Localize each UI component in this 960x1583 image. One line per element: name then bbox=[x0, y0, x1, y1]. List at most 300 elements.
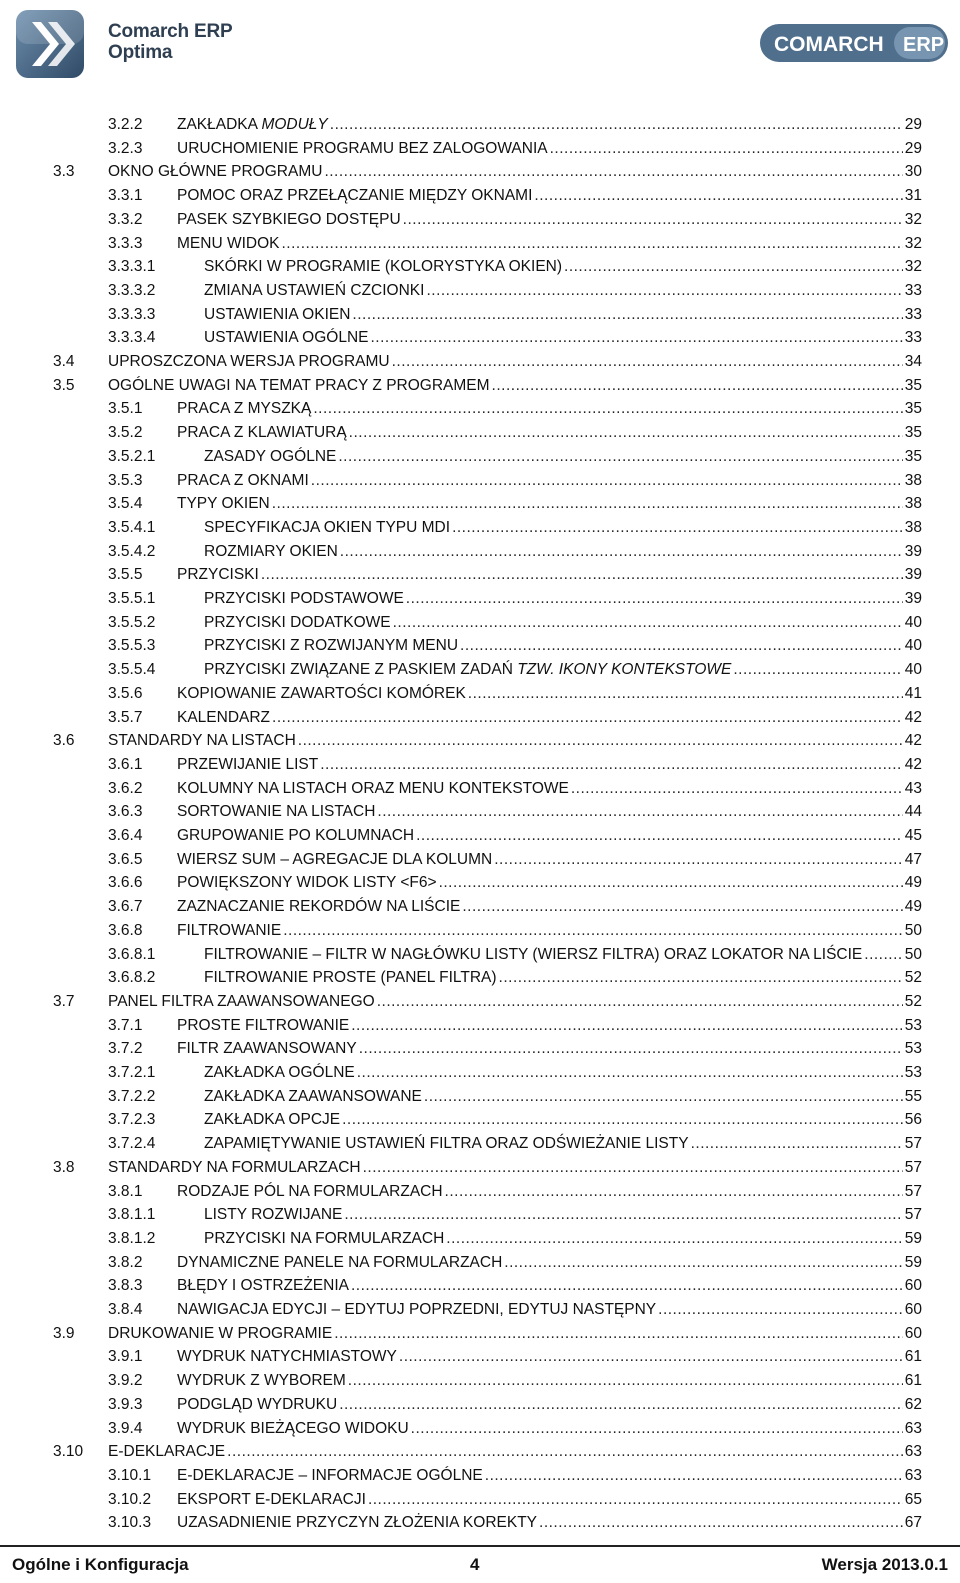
toc-dot-leader bbox=[272, 492, 903, 516]
toc-entry-page: 35 bbox=[903, 374, 922, 398]
toc-entry-title bbox=[177, 706, 272, 730]
comarch-erp-logo-icon bbox=[760, 24, 948, 62]
toc-entry-title bbox=[177, 1274, 351, 1298]
toc-entry-title bbox=[177, 1298, 658, 1322]
toc-dot-leader bbox=[349, 421, 903, 445]
toc-dot-leader bbox=[272, 706, 903, 730]
toc-entry-page: 35 bbox=[903, 397, 922, 421]
toc-entry-title bbox=[177, 1393, 339, 1417]
toc-entry-leader bbox=[204, 540, 922, 564]
toc-entry-number: 3.5.2.1 bbox=[108, 447, 156, 465]
toc-entry-leader bbox=[108, 1440, 922, 1464]
toc-entry[interactable] bbox=[0, 1417, 960, 1441]
toc-dot-leader bbox=[504, 1251, 902, 1275]
toc-entry[interactable] bbox=[0, 848, 960, 872]
toc-entry-number: 3.8.1 bbox=[108, 1182, 143, 1200]
toc-entry-leader bbox=[177, 1180, 922, 1204]
toc-entry-leader bbox=[177, 871, 922, 895]
toc-entry[interactable] bbox=[0, 871, 960, 895]
toc-entry-page: 56 bbox=[903, 1108, 922, 1132]
toc-entry-page: 47 bbox=[903, 848, 922, 872]
toc-entry-title-part: ZAKŁADKA ZAAWANSOWANE bbox=[204, 1087, 422, 1105]
toc-entry-page: 42 bbox=[903, 753, 922, 777]
toc-entry[interactable] bbox=[0, 492, 960, 516]
toc-dot-leader bbox=[344, 1203, 902, 1227]
toc-entry-leader bbox=[108, 990, 922, 1014]
toc-entry-page: 40 bbox=[903, 658, 922, 682]
toc-entry[interactable] bbox=[0, 777, 960, 801]
toc-entry-number: 3.5.4 bbox=[108, 495, 143, 513]
toc-entry-title bbox=[204, 634, 460, 658]
toc-dot-leader bbox=[392, 350, 903, 374]
toc-entry-title bbox=[204, 279, 426, 303]
toc-entry-title-part: STANDARDY NA LISTACH bbox=[108, 732, 296, 750]
toc-entry-title bbox=[177, 421, 349, 445]
toc-entry-page: 49 bbox=[903, 871, 922, 895]
toc-entry[interactable] bbox=[0, 1440, 960, 1464]
toc-entry-title-part: ZMIANA USTAWIEŃ CZCIONKI bbox=[204, 281, 425, 299]
toc-entry[interactable] bbox=[0, 540, 960, 564]
toc-entry-page: 59 bbox=[903, 1227, 922, 1251]
toc-entry-title-part: ZAKŁADKA OPCJE bbox=[204, 1111, 341, 1129]
footer-divider bbox=[0, 1545, 960, 1547]
toc-entry[interactable] bbox=[0, 706, 960, 730]
toc-entry-leader bbox=[177, 421, 922, 445]
toc-entry-title bbox=[177, 113, 330, 137]
toc-entry-leader bbox=[204, 303, 922, 327]
toc-entry-leader bbox=[177, 706, 922, 730]
toc-entry-leader bbox=[177, 137, 922, 161]
toc-dot-leader bbox=[424, 1085, 903, 1109]
toc-entry-title bbox=[177, 1180, 445, 1204]
toc-entry-title-part: ZAZNACZANIE REKORDÓW NA LIŚCIE bbox=[177, 898, 461, 916]
toc-entry-title bbox=[177, 1345, 399, 1369]
toc-entry-number: 3.8 bbox=[53, 1158, 75, 1176]
toc-entry-title-part: WYDRUK NATYCHMIASTOWY bbox=[177, 1348, 397, 1366]
toc-entry-page: 50 bbox=[903, 919, 922, 943]
toc-entry-title bbox=[204, 255, 564, 279]
toc-entry-leader bbox=[177, 232, 922, 256]
toc-entry-title bbox=[177, 137, 550, 161]
toc-entry-title bbox=[108, 1322, 334, 1346]
toc-entry-title bbox=[204, 1227, 446, 1251]
toc-entry-leader bbox=[177, 1345, 922, 1369]
toc-entry[interactable] bbox=[0, 1014, 960, 1038]
page-footer bbox=[0, 1545, 960, 1583]
toc-entry-title bbox=[108, 729, 298, 753]
toc-entry-number: 3.7 bbox=[53, 992, 75, 1010]
toc-entry-page: 32 bbox=[903, 208, 922, 232]
toc-entry-page: 60 bbox=[903, 1322, 922, 1346]
toc-entry-title-part: E-DEKLARACJE bbox=[108, 1443, 226, 1461]
toc-entry-number: 3.3.2 bbox=[108, 210, 143, 228]
toc-entry-title bbox=[204, 303, 352, 327]
toc-entry-leader bbox=[204, 658, 922, 682]
toc-entry-number: 3.5.7 bbox=[108, 708, 143, 726]
toc-entry-number: 3.7.2.3 bbox=[108, 1111, 156, 1129]
toc-entry-page: 40 bbox=[903, 634, 922, 658]
toc-entry[interactable] bbox=[0, 303, 960, 327]
toc-entry-number: 3.4 bbox=[53, 353, 75, 370]
toc-entry-title bbox=[204, 611, 393, 635]
toc-entry-leader bbox=[177, 113, 922, 137]
toc-entry-page: 57 bbox=[903, 1180, 922, 1204]
toc-entry[interactable] bbox=[0, 990, 960, 1014]
toc-entry-title-part: RODZAJE PÓL NA FORMULARZACH bbox=[177, 1182, 443, 1200]
toc-entry-title-part: MENU WIDOK bbox=[177, 234, 280, 252]
toc-entry-title-part: PRZYCISKI NA FORMULARZACH bbox=[204, 1229, 445, 1247]
toc-entry-title-part: PRZYCISKI PODSTAWOWE bbox=[204, 590, 404, 607]
toc-entry[interactable] bbox=[0, 919, 960, 943]
toc-entry-page: 32 bbox=[903, 232, 922, 256]
toc-entry[interactable] bbox=[0, 421, 960, 445]
toc-entry-title bbox=[204, 1085, 424, 1109]
toc-entry[interactable] bbox=[0, 326, 960, 350]
toc-entry-number: 3.6.1 bbox=[108, 755, 143, 773]
toc-entry-number: 3.5.5.3 bbox=[108, 637, 156, 655]
toc-entry-leader bbox=[108, 1322, 922, 1346]
toc-entry[interactable] bbox=[0, 232, 960, 256]
toc-entry-page: 38 bbox=[903, 492, 922, 516]
toc-entry[interactable] bbox=[0, 445, 960, 469]
toc-entry-page: 63 bbox=[903, 1464, 922, 1488]
toc-entry[interactable] bbox=[0, 1274, 960, 1298]
toc-entry-number: 3.10 bbox=[53, 1443, 84, 1461]
toc-dot-leader bbox=[340, 540, 903, 564]
toc-entry[interactable] bbox=[0, 611, 960, 635]
toc-dot-leader bbox=[281, 232, 902, 256]
toc-entry-leader bbox=[177, 1393, 922, 1417]
toc-entry-leader bbox=[177, 919, 922, 943]
toc-entry-page: 53 bbox=[903, 1014, 922, 1038]
toc-entry[interactable] bbox=[0, 1393, 960, 1417]
toc-entry-title-part: ZAKŁADKA bbox=[177, 116, 262, 133]
toc-entry-leader bbox=[204, 1132, 922, 1156]
toc-entry-leader bbox=[177, 800, 922, 824]
toc-entry-page: 30 bbox=[903, 160, 922, 184]
toc-dot-leader bbox=[539, 1511, 903, 1535]
toc-entry-number: 3.8.1.1 bbox=[108, 1206, 156, 1224]
toc-entry-number: 3.5.5 bbox=[108, 566, 143, 584]
toc-entry-title bbox=[108, 374, 492, 398]
toc-entry-number: 3.5.1 bbox=[108, 400, 143, 418]
toc-entry-page: 29 bbox=[903, 137, 922, 161]
toc-entry-page: 49 bbox=[903, 895, 922, 919]
toc-entry-title bbox=[177, 397, 313, 421]
toc-entry-leader bbox=[204, 1085, 922, 1109]
toc-entry-title-part: NAWIGACJA EDYCJI – EDYTUJ POPRZEDNI, EDYTUJ NASTĘPNY bbox=[177, 1301, 657, 1318]
toc-entry-title-part: PANEL FILTRA ZAAWANSOWANEGO bbox=[108, 992, 375, 1010]
toc-entry[interactable] bbox=[0, 279, 960, 303]
toc-entry-title bbox=[204, 1132, 691, 1156]
toc-entry-number: 3.8.2 bbox=[108, 1253, 143, 1271]
toc-entry[interactable] bbox=[0, 516, 960, 540]
toc-entry-leader bbox=[204, 587, 922, 611]
toc-entry-title-part: ZAKŁADKA OGÓLNE bbox=[204, 1064, 355, 1081]
toc-entry[interactable] bbox=[0, 1037, 960, 1061]
toc-entry-page: 53 bbox=[903, 1037, 922, 1061]
toc-entry-leader bbox=[177, 1464, 922, 1488]
toc-entry-leader bbox=[108, 374, 922, 398]
toc-entry[interactable] bbox=[0, 1203, 960, 1227]
toc-entry-leader bbox=[204, 445, 922, 469]
toc-entry[interactable] bbox=[0, 160, 960, 184]
toc-entry-title bbox=[177, 232, 281, 256]
right-logo-word: COMARCH bbox=[774, 33, 884, 56]
toc-entry-title-part: WIERSZ SUM – AGREGACJE DLA KOLUMN bbox=[177, 850, 493, 868]
toc-entry[interactable] bbox=[0, 1085, 960, 1109]
brand-line-1: Comarch ERP bbox=[108, 21, 233, 42]
comarch-optima-logo-icon bbox=[14, 8, 86, 80]
toc-entry-title bbox=[177, 919, 283, 943]
toc-entry-leader bbox=[177, 1511, 922, 1535]
toc-dot-leader bbox=[399, 1345, 903, 1369]
toc-entry-title-part: FILTROWANIE bbox=[177, 921, 282, 939]
toc-entry[interactable] bbox=[0, 1227, 960, 1251]
toc-entry-leader bbox=[177, 1417, 922, 1441]
toc-dot-leader bbox=[371, 326, 903, 350]
toc-entry-title-part: OKNO GŁÓWNE PROGRAMU bbox=[108, 163, 323, 181]
toc-entry-page: 35 bbox=[903, 445, 922, 469]
toc-entry-title-part: EKSPORT E-DEKLARACJI bbox=[177, 1490, 366, 1508]
toc-entry[interactable] bbox=[0, 1180, 960, 1204]
toc-entry-title-part: WYDRUK Z WYBOREM bbox=[177, 1372, 346, 1390]
toc-entry-page: 39 bbox=[903, 587, 922, 611]
toc-entry-leader bbox=[204, 255, 922, 279]
toc-entry[interactable] bbox=[0, 634, 960, 658]
toc-entry[interactable] bbox=[0, 374, 960, 398]
toc-dot-leader bbox=[550, 137, 903, 161]
toc-entry-title bbox=[177, 682, 468, 706]
toc-entry[interactable] bbox=[0, 1488, 960, 1512]
toc-entry-page: 65 bbox=[903, 1488, 922, 1512]
toc-entry-title bbox=[177, 492, 272, 516]
right-logo-tag: ERP bbox=[903, 34, 945, 56]
toc-dot-leader bbox=[283, 919, 903, 943]
toc-entry-title bbox=[204, 540, 340, 564]
toc-entry-title-part: PODGLĄD WYDRUKU bbox=[177, 1395, 338, 1413]
toc-entry-number: 3.3.3.3 bbox=[108, 305, 156, 323]
toc-entry-title bbox=[177, 753, 320, 777]
toc-dot-leader bbox=[393, 611, 903, 635]
toc-entry-number: 3.9 bbox=[53, 1324, 75, 1342]
toc-dot-leader bbox=[446, 1227, 902, 1251]
toc-entry-page: 39 bbox=[903, 563, 922, 587]
toc-entry[interactable] bbox=[0, 824, 960, 848]
toc-dot-leader bbox=[452, 516, 903, 540]
toc-dot-leader bbox=[499, 966, 903, 990]
toc-entry-number: 3.5.6 bbox=[108, 684, 143, 702]
toc-entry[interactable] bbox=[0, 469, 960, 493]
toc-entry-number: 3.3.3.1 bbox=[108, 258, 156, 276]
toc-entry[interactable] bbox=[0, 1345, 960, 1369]
toc-entry-leader bbox=[204, 1203, 922, 1227]
toc-entry-title bbox=[177, 871, 439, 895]
toc-dot-leader bbox=[313, 397, 902, 421]
toc-entry-page: 52 bbox=[903, 966, 922, 990]
toc-entry-page: 62 bbox=[903, 1393, 922, 1417]
toc-entry-page: 57 bbox=[903, 1156, 922, 1180]
toc-entry-number: 3.10.3 bbox=[108, 1514, 152, 1532]
toc-entry[interactable] bbox=[0, 113, 960, 137]
toc-entry-title bbox=[177, 824, 416, 848]
toc-entry-leader bbox=[108, 1156, 922, 1180]
toc-entry-number: 3.5.2 bbox=[108, 424, 143, 442]
toc-entry-title bbox=[177, 1464, 485, 1488]
toc-entry-leader bbox=[204, 611, 922, 635]
toc-entry-number: 3.8.1.2 bbox=[108, 1229, 156, 1247]
toc-entry-number: 3.8.3 bbox=[108, 1277, 143, 1295]
toc-entry-title-part: PRZYCISKI DODATKOWE bbox=[204, 613, 391, 631]
toc-entry[interactable] bbox=[0, 397, 960, 421]
toc-entry-number: 3.6.7 bbox=[108, 898, 143, 916]
toc-dot-leader bbox=[658, 1298, 903, 1322]
toc-entry-title bbox=[177, 777, 571, 801]
toc-entry-title bbox=[177, 848, 494, 872]
toc-entry-title bbox=[177, 1369, 348, 1393]
toc-entry-title bbox=[177, 1417, 411, 1441]
toc-entry-number: 3.7.2.4 bbox=[108, 1135, 156, 1153]
toc-entry[interactable] bbox=[0, 1464, 960, 1488]
toc-entry-title bbox=[108, 1156, 363, 1180]
toc-entry[interactable] bbox=[0, 658, 960, 682]
toc-entry-title-part: PRACA Z MYSZKĄ bbox=[177, 400, 312, 418]
toc-entry[interactable] bbox=[0, 1511, 960, 1535]
toc-entry[interactable] bbox=[0, 1156, 960, 1180]
toc-entry[interactable] bbox=[0, 1369, 960, 1393]
toc-entry[interactable] bbox=[0, 1322, 960, 1346]
toc-entry-number: 3.5.5.2 bbox=[108, 613, 156, 631]
toc-entry-leader bbox=[177, 1037, 922, 1061]
toc-entry[interactable] bbox=[0, 753, 960, 777]
footer-page-number: 4 bbox=[470, 1555, 480, 1574]
toc-entry-leader bbox=[177, 1274, 922, 1298]
toc-entry-page: 59 bbox=[903, 1251, 922, 1275]
toc-entry-title bbox=[204, 587, 406, 611]
toc-entry-title-part: WYDRUK BIEŻĄCEGO WIDOKU bbox=[177, 1419, 409, 1437]
toc-entry-page: 57 bbox=[903, 1203, 922, 1227]
toc-entry[interactable] bbox=[0, 1132, 960, 1156]
toc-entry-title-part: PROSTE FILTROWANIE bbox=[177, 1016, 350, 1034]
toc-dot-leader bbox=[406, 587, 903, 611]
toc-entry[interactable] bbox=[0, 350, 960, 374]
toc-entry[interactable] bbox=[0, 208, 960, 232]
toc-entry-number: 3.3 bbox=[53, 163, 75, 181]
toc-entry-title-part: PRZYCISKI ZWIĄZANE Z PASKIEM ZADAŃ bbox=[204, 661, 518, 679]
toc-entry[interactable] bbox=[0, 682, 960, 706]
toc-entry-number: 3.5.5.1 bbox=[108, 590, 156, 607]
toc-entry-page: 60 bbox=[903, 1274, 922, 1298]
toc-entry-page: 55 bbox=[903, 1085, 922, 1109]
toc-entry[interactable] bbox=[0, 1298, 960, 1322]
toc-entry-number: 3.10.2 bbox=[108, 1490, 152, 1508]
toc-entry[interactable] bbox=[0, 255, 960, 279]
toc-entry[interactable] bbox=[0, 1061, 960, 1085]
toc-entry-title bbox=[177, 1511, 539, 1535]
toc-entry-page: 44 bbox=[903, 800, 922, 824]
toc-entry-title-part: KOPIOWANIE ZAWARTOŚCI KOMÓREK bbox=[177, 684, 466, 702]
toc-entry[interactable] bbox=[0, 563, 960, 587]
toc-entry-number: 3.6.2 bbox=[108, 779, 143, 797]
toc-entry-title-part: PRZEWIJANIE LIST bbox=[177, 755, 319, 773]
toc-entry[interactable] bbox=[0, 943, 960, 967]
toc-entry-number: 3.3.3.2 bbox=[108, 281, 156, 299]
toc-entry-leader bbox=[204, 966, 922, 990]
toc-entry[interactable] bbox=[0, 1108, 960, 1132]
toc-dot-leader bbox=[411, 1417, 903, 1441]
toc-entry[interactable] bbox=[0, 184, 960, 208]
toc-entry-title-part: PASEK SZYBKIEGO DOSTĘPU bbox=[177, 210, 401, 228]
toc-entry-number: 3.2.2 bbox=[108, 116, 143, 133]
toc-entry[interactable] bbox=[0, 1251, 960, 1275]
toc-entry-page: 29 bbox=[903, 113, 922, 137]
toc-entry-page: 42 bbox=[903, 729, 922, 753]
toc-entry-title-part: FILTR ZAAWANSOWANY bbox=[177, 1040, 357, 1058]
toc-dot-leader bbox=[494, 848, 903, 872]
toc-entry-number: 3.3.3.4 bbox=[108, 329, 156, 347]
toc-entry-title-part: SPECYFIKACJA OKIEN TYPU MDI bbox=[204, 518, 451, 536]
toc-entry-page: 34 bbox=[903, 350, 922, 374]
toc-entry-title-part: POWIĘKSZONY WIDOK LISTY <F6> bbox=[177, 874, 437, 892]
toc-entry-page: 38 bbox=[903, 516, 922, 540]
toc-dot-leader bbox=[534, 184, 902, 208]
toc-dot-leader bbox=[426, 279, 902, 303]
toc-entry-page: 63 bbox=[903, 1417, 922, 1441]
toc-entry-number: 3.7.2.2 bbox=[108, 1087, 156, 1105]
toc-entry-number: 3.7.1 bbox=[108, 1016, 143, 1034]
toc-entry-title-part: STANDARDY NA FORMULARZACH bbox=[108, 1158, 361, 1176]
toc-entry-title bbox=[177, 895, 462, 919]
toc-entry-title bbox=[204, 445, 338, 469]
toc-dot-leader bbox=[351, 1274, 903, 1298]
toc-entry-leader bbox=[204, 634, 922, 658]
toc-entry-number: 3.6 bbox=[53, 732, 75, 750]
toc-dot-leader bbox=[403, 208, 903, 232]
toc-entry[interactable] bbox=[0, 137, 960, 161]
toc-dot-leader bbox=[357, 1061, 903, 1085]
toc-entry-page: 43 bbox=[903, 777, 922, 801]
toc-entry-title bbox=[177, 208, 403, 232]
toc-entry-title-part: URUCHOMIENIE PROGRAMU BEZ ZALOGOWANIA bbox=[177, 139, 548, 157]
toc-entry-leader bbox=[177, 682, 922, 706]
toc-entry-title bbox=[177, 1014, 351, 1038]
toc-dot-leader bbox=[359, 1037, 903, 1061]
toc-dot-leader bbox=[352, 303, 902, 327]
toc-entry-leader bbox=[177, 1298, 922, 1322]
toc-entry[interactable] bbox=[0, 800, 960, 824]
toc-entry-number: 3.7.2 bbox=[108, 1040, 143, 1058]
toc-entry-number: 3.5.5.4 bbox=[108, 661, 156, 679]
brand-line-2: Optima bbox=[108, 42, 173, 63]
toc-entry[interactable] bbox=[0, 895, 960, 919]
toc-entry-title bbox=[204, 326, 371, 350]
toc-entry[interactable] bbox=[0, 729, 960, 753]
toc-entry-number: 3.2.3 bbox=[108, 139, 143, 157]
toc-entry[interactable] bbox=[0, 966, 960, 990]
toc-entry-title-part: TZW. IKONY KONTEKSTOWE bbox=[517, 661, 732, 679]
toc-entry-number: 3.6.3 bbox=[108, 803, 143, 821]
toc-entry-number: 3.9.4 bbox=[108, 1419, 143, 1437]
toc-entry-leader bbox=[177, 208, 922, 232]
toc-entry-leader bbox=[204, 279, 922, 303]
toc-dot-leader bbox=[492, 374, 903, 398]
toc-entry-number: 3.6.8.2 bbox=[108, 969, 156, 987]
toc-entry-title-part: OGÓLNE UWAGI NA TEMAT PRACY Z PROGRAMEM bbox=[108, 376, 490, 394]
toc-entry-number: 3.6.4 bbox=[108, 827, 143, 844]
toc-entry[interactable] bbox=[0, 587, 960, 611]
toc-entry-page: 60 bbox=[903, 1298, 922, 1322]
toc-entry-page: 32 bbox=[903, 255, 922, 279]
